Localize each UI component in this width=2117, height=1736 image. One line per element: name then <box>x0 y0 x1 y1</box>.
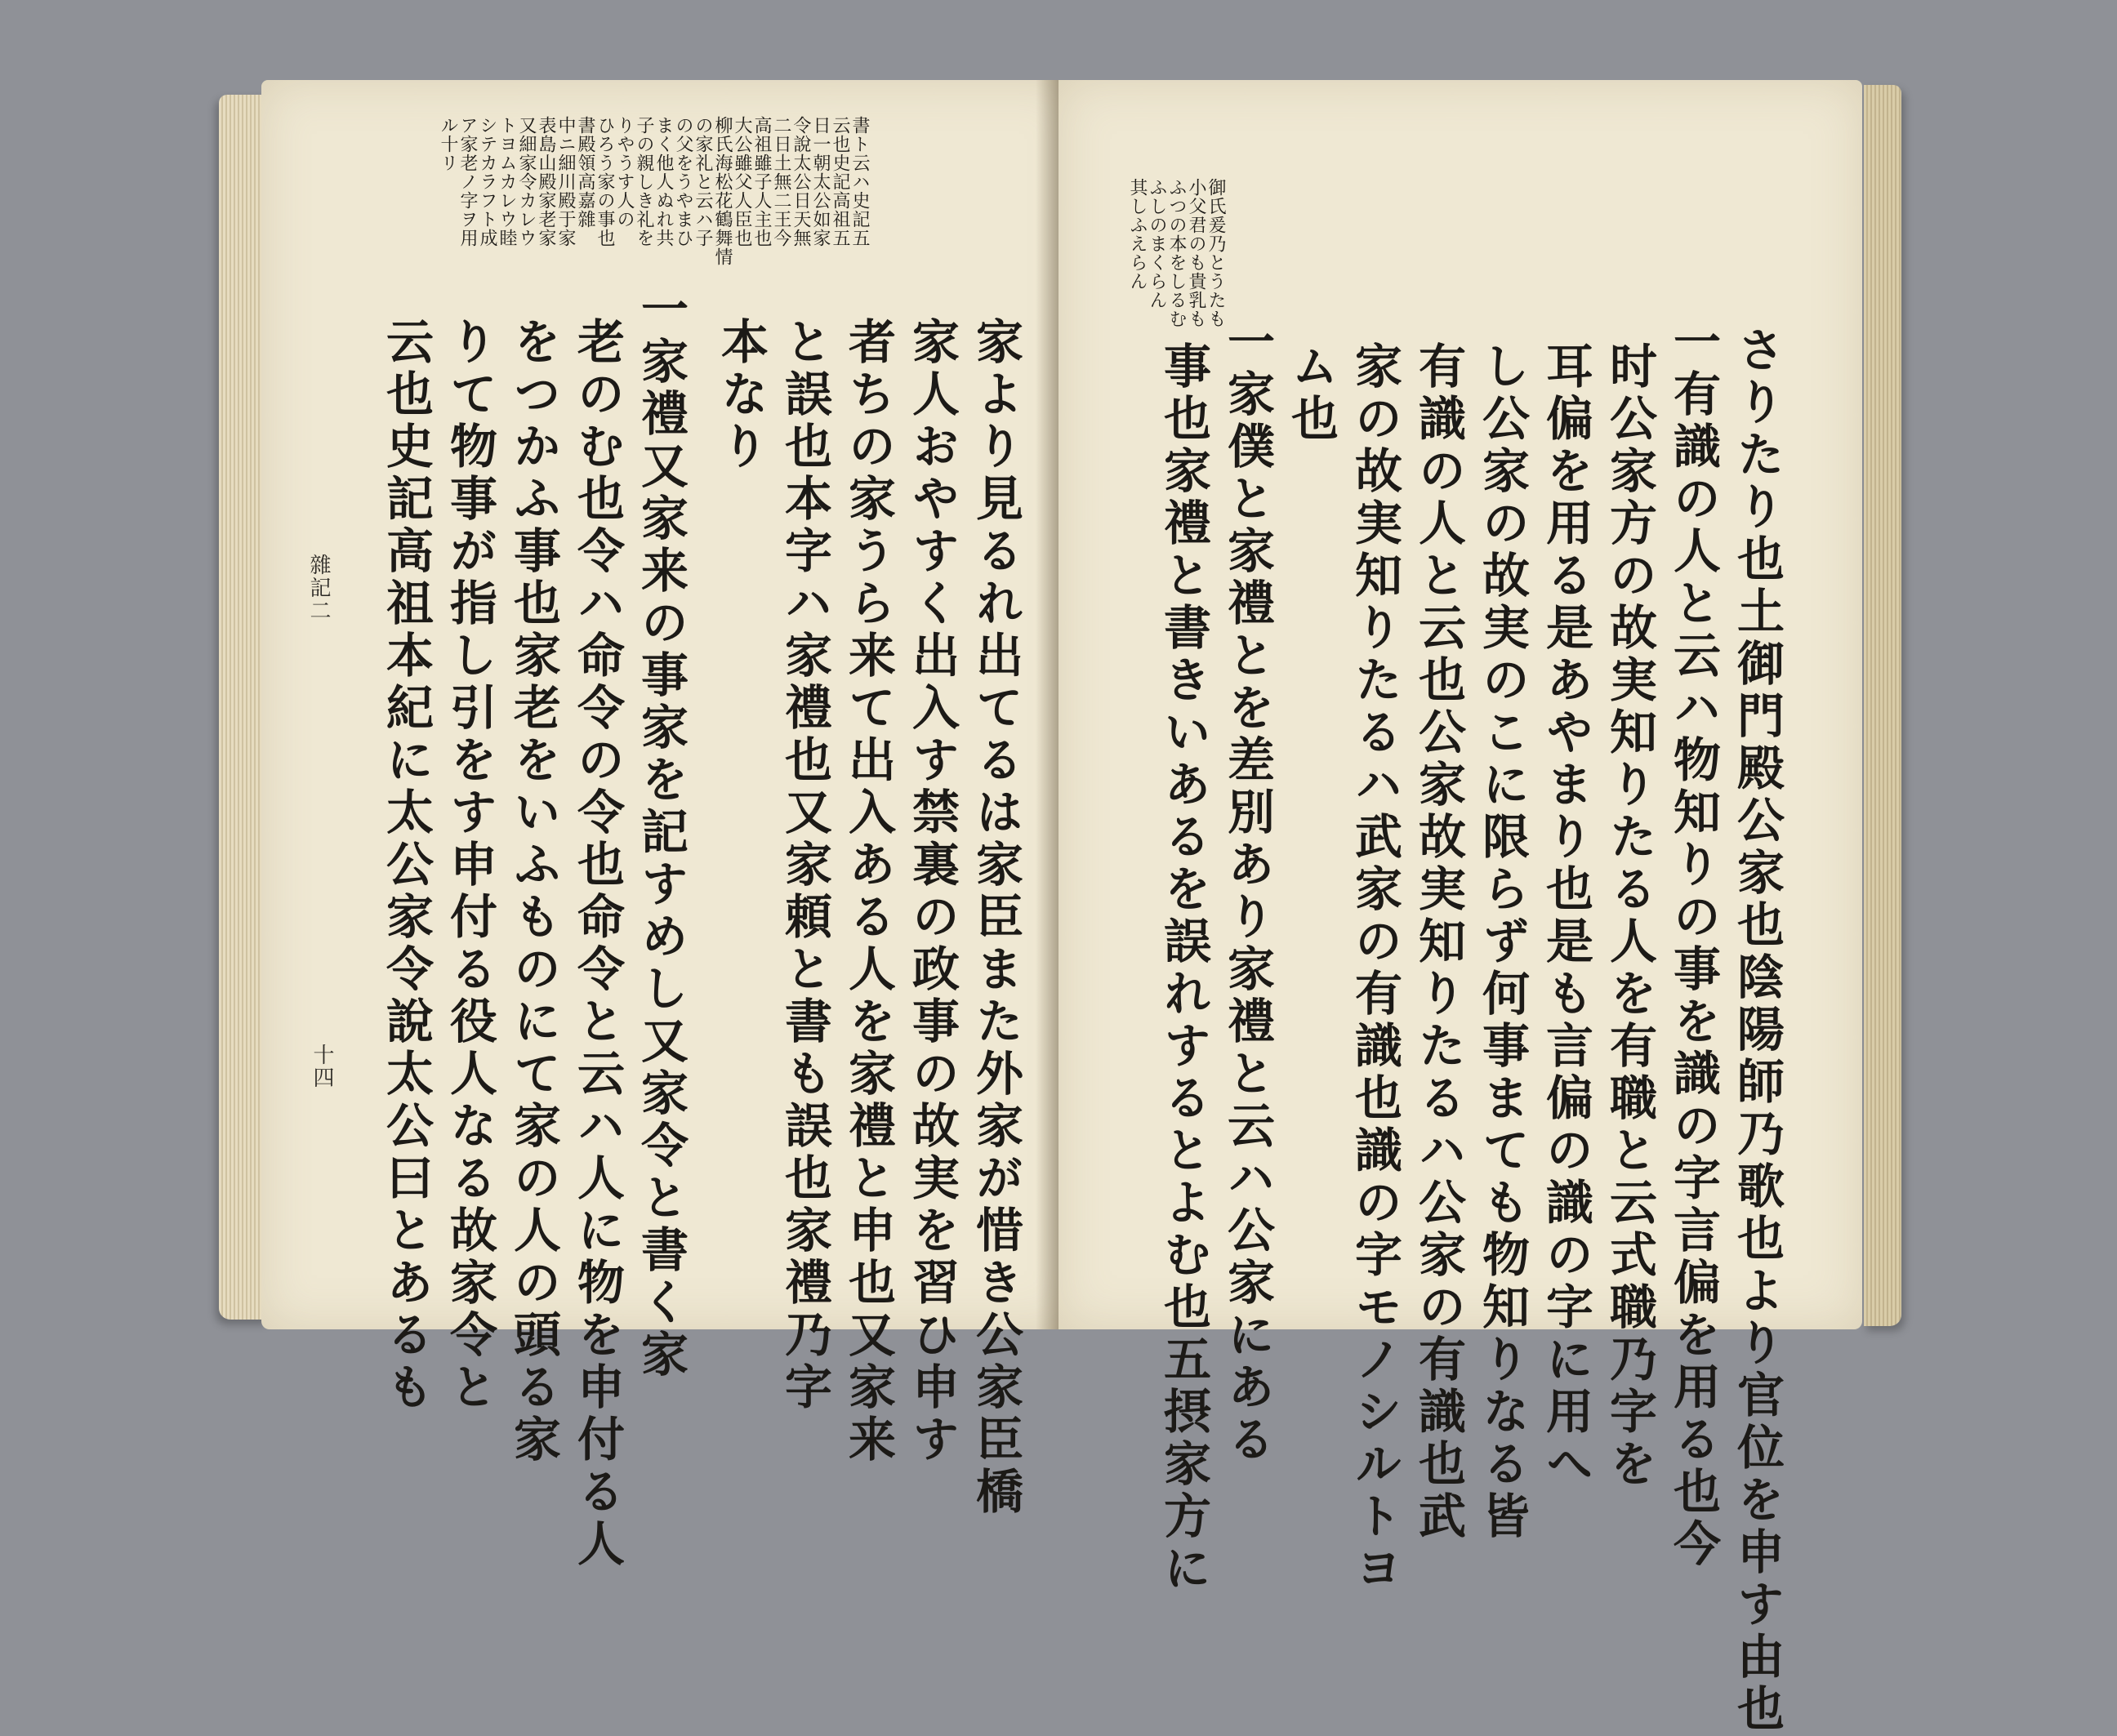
text-column: 家の故実知りたるハ武家の有識也識の字モノシルトヨ <box>1347 341 1402 1596</box>
headnote-line: 云也史記高祖五 <box>830 116 850 247</box>
headnote-line: 大公雖父人臣也 <box>732 116 752 247</box>
headnote-line: 日一朝太公如家 <box>810 116 831 247</box>
text-column: 家より見るれ出てるは家臣また外家が惜き公家臣橋 <box>968 317 1023 1519</box>
page-label: 雜記二 <box>306 554 331 622</box>
text-column: ム也 <box>1283 341 1339 446</box>
headnote-line: シテカラフト成 <box>477 116 497 247</box>
headnote-line: 柳氏海松花鶴舞情 <box>712 116 733 266</box>
text-column: 事也家禮と書きいあるを誤れするとよむ也五摂家方に <box>1156 341 1211 1596</box>
headnote-line: 高祖雖子人主也 <box>751 116 772 247</box>
headnote-line: 二日土無二王今 <box>771 116 791 247</box>
text-column: 云也史記高祖本紀に太公家令說太公曰とあるも <box>378 317 434 1414</box>
headnote-line: 表島山殿家老家 <box>536 116 556 247</box>
headnote-line: ふしのまくらん <box>1147 178 1167 309</box>
headnote-line: 書ト云ハ史記五 <box>849 116 870 247</box>
text-column: し公家の故実のこに限らず何事まても物知りなる皆 <box>1474 341 1530 1543</box>
text-column: 耳偏を用る是あやまり也是も言偏の識の字に用へ <box>1538 341 1593 1491</box>
right-page-edges <box>1864 85 1901 1326</box>
right-page <box>1058 80 1862 1736</box>
text-column: と誤也本字ハ家禮也又家頼と書も誤也家禮乃字 <box>777 317 832 1414</box>
text-column: 家人おやすく出入す禁裏の政事の故実を習ひ申す <box>904 317 960 1467</box>
text-column: さりたり也土御門殿公家也陰陽師乃歌也より官位を申す由也 <box>1729 325 1785 1736</box>
text-column: りて物事が指し引をす申付る役人なる故家令と <box>442 317 497 1414</box>
text-column: 有識の人と云也公家故実知りたるハ公家の有識也武 <box>1411 341 1466 1543</box>
headnote-line: 令說太公日天無 <box>791 116 811 247</box>
text-column: 本なり <box>713 317 769 474</box>
headnote-line: の父をうやまひ <box>673 116 693 247</box>
text-column: 一家禮又家来の事家を記すめし又家令と書く家 <box>633 284 689 1382</box>
open-book <box>219 80 1901 1736</box>
headnote-line: の家礼と云ハ子 <box>693 116 713 247</box>
headnote-line: 其しふえらん <box>1127 178 1148 291</box>
text-column: 一有識の人と云ハ物知りの事を識の字言偏を用る也今 <box>1665 317 1721 1571</box>
text-column: をつかふ事也家老をいふものにて家の人の頭る家 <box>506 317 561 1467</box>
headnote-line: 中ニ細川殿于家 <box>555 116 576 247</box>
headnote-line: ア家老ノ字ヲ用 <box>457 116 478 247</box>
headnote-line: ひろう家の事也 <box>595 116 615 247</box>
headnote-line: 書殿領高嘉雜 <box>575 116 595 229</box>
headnote-line: 子の親しき礼を <box>634 116 654 247</box>
headnote-line: ル十リ <box>438 116 458 172</box>
headnote-line: トヨムカレウ睦 <box>497 116 517 247</box>
text-column: 者ちの家うら来て出入ある人を家禮と申也又家来 <box>840 317 896 1467</box>
headnote-line: りやうす人の <box>614 116 635 229</box>
text-column: 时公家方の故実知りたる人を有職と云式職乃字を <box>1602 341 1657 1491</box>
text-column: 老のむ也令ハ命令の令也命令と云ハ人に物を申付る人 <box>569 317 625 1571</box>
page-number: 十四 <box>310 1044 334 1089</box>
headnote-line: まく他人ぬれ共 <box>653 116 674 247</box>
headnote-line: 又細家令カレウ <box>516 116 537 247</box>
headnote-line: 小父君のも貴乳も <box>1186 178 1206 328</box>
left-page <box>261 80 1078 1571</box>
headnote-line: 御氏爰乃とうたも <box>1206 178 1226 328</box>
headnote-line: ふつの本をしるむ <box>1166 178 1187 328</box>
text-column: 一家僕と家禮とを差別あり家禮と云ハ公家にある <box>1219 317 1275 1467</box>
